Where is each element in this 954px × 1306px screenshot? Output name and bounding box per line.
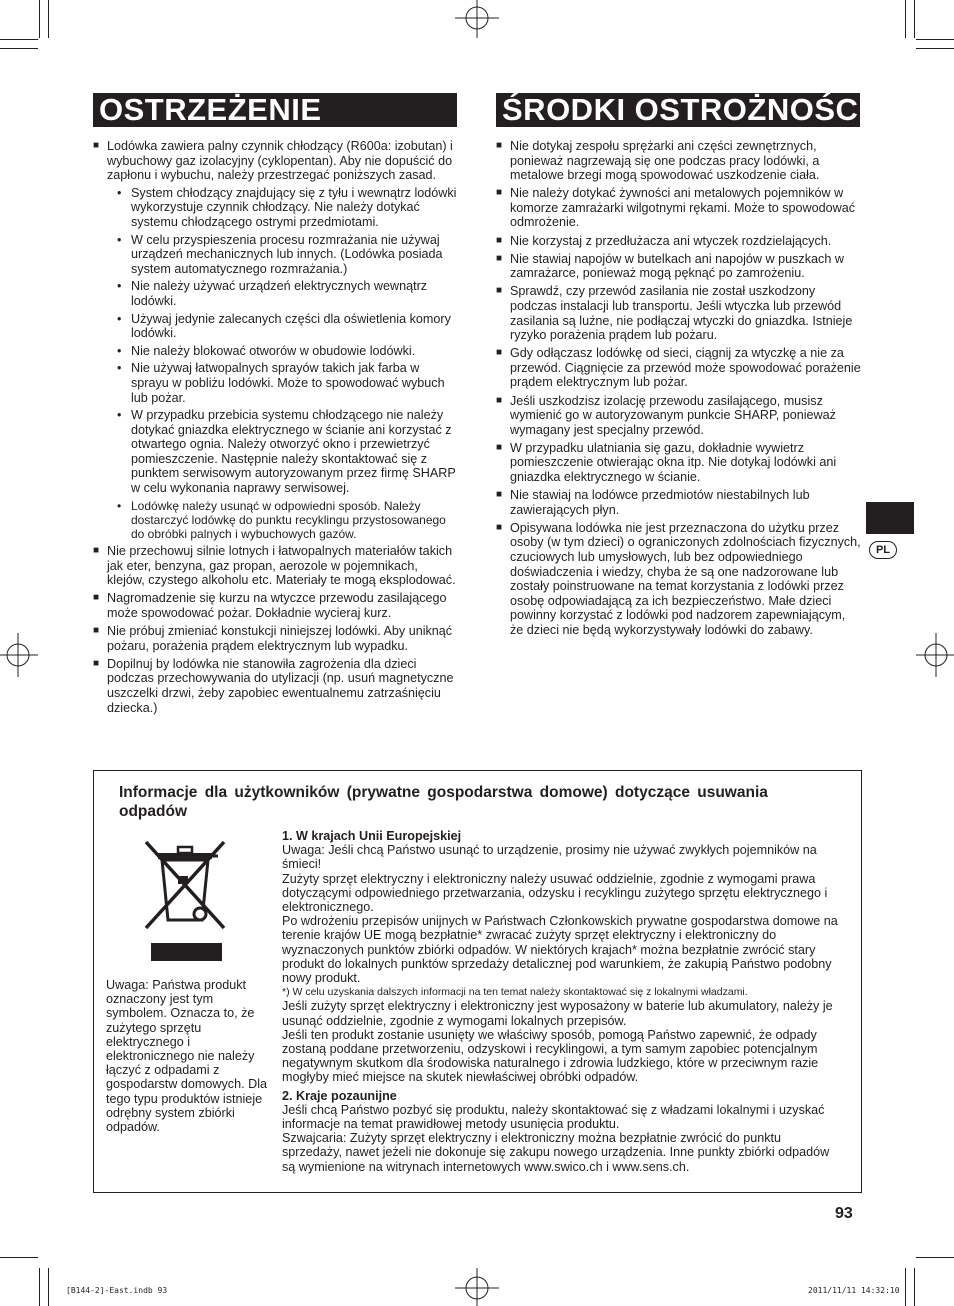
square-bullet-icon: ■ bbox=[496, 285, 503, 297]
precaution-item bbox=[496, 252, 862, 281]
warning-item-text: Lodówka zawiera palny czynnik chłodzący (R600a: izobutan) i wybuchowy gaz izolacyjny (cyklopentan). Aby nie dopuścić do zapłonu i wybuchu, należy przestrzegać poniższych zasad. bbox=[107, 139, 453, 183]
precaution-item-text: Opisywana lodówka nie jest przeznaczona do użytku przez osoby (w tym dzieci) o ograniczonych zdolnościach fizycznych, czuciowych lub umysłowych, lub bez odpowiedniego doświadczenia i wiedzy, chyba że są one nadzorowane lub zostały poinstruowane na temat korzystania z lodówki przez osobę odpowiadającą za ich bezpieczeństwo. Małe dzieci powinny korzystać z lodówki pod nadzorem zapewniającym, że dzieci nie będą wykorzystywały lodówki do zabawy. bbox=[510, 520, 861, 637]
precautions-list bbox=[496, 139, 862, 641]
square-bullet-icon: ■ bbox=[496, 489, 503, 501]
language-tab bbox=[866, 502, 914, 534]
warning-item bbox=[93, 591, 459, 620]
square-bullet-icon: ■ bbox=[496, 441, 503, 453]
dot-bullet-icon: • bbox=[117, 343, 122, 358]
precaution-item-text: Nie stawiaj na lodówce przedmiotów niestabilnych lub zawierających płyn. bbox=[510, 488, 810, 517]
dot-bullet-icon: • bbox=[117, 279, 122, 294]
warning-item-text: Nagromadzenie się kurzu na wtyczce przewodu zasilającego może spowodować pożar. Dokładnie wycieraj kurz. bbox=[107, 591, 447, 621]
precaution-item bbox=[496, 284, 862, 342]
square-bullet-icon: ■ bbox=[496, 140, 503, 151]
warning-subitem-text: Nie używaj łatwopalnych sprayów takich jak farba w sprayu w pobliżu lodówki. Może to spowodować wybuch lub pożar. bbox=[131, 361, 445, 405]
warning-subitem bbox=[107, 279, 459, 308]
dot-bullet-icon: • bbox=[117, 408, 122, 423]
warning-item-text: Dopilnuj by lodówka nie stanowiła zagrożenia dla dzieci podczas przechowywania do utylizacji (np. usuń magnetyczne uszczelki drzwi, żeby zapobiec ewentualnemu zatrzaśnięciu dziecka.) bbox=[107, 656, 454, 715]
warning-list bbox=[93, 139, 459, 719]
warning-item bbox=[93, 544, 459, 588]
print-footer-file: [B144-2]-East.indb 93 bbox=[66, 1286, 168, 1295]
dot-bullet-icon: • bbox=[117, 361, 122, 376]
crossed-out-wheelie-bin-icon bbox=[140, 838, 230, 966]
square-bullet-icon: ■ bbox=[496, 347, 503, 359]
warning-item bbox=[93, 624, 459, 653]
print-footer-timestamp: 2011/11/11 14:32:10 bbox=[808, 1286, 900, 1295]
precaution-item-text: Sprawdź, czy przewód zasilania nie został uszkodzony podczas instalacji lub transportu. Jeśli wtyczka lub przewód zasilania są luźne, nie podłączaj wtyczki do gniazdka. Istnieje ryzyko porażenia prądem lub pożaru. bbox=[510, 284, 853, 343]
disposal-symbol-note: Uwaga: Państwa produkt oznaczony jest tym symbolem. Oznacza to, że zużytego sprzętu elektrycznego i elektronicznego nie należy łączyć z odpadami z gospodarstw domowych. Dla tego typu produktów istnieje odrębny system zbiórki odpadów. bbox=[106, 978, 267, 1135]
square-bullet-icon: ■ bbox=[496, 234, 503, 246]
dot-bullet-icon: • bbox=[117, 185, 122, 200]
non-eu-paragraph: Jeśli chcą Państwo pozbyć się produktu, należy skontaktować się z władzami lokalnymi i uzyskać informacje na temat prawidłowej metody usunięcia produktu. bbox=[282, 1102, 825, 1132]
eu-paragraph: Jeśli ten produkt zostanie usunięty we właściwy sposób, pomogą Państwo zapewnić, że odpady zostaną poddane przetworzeniu, odzyskowi i recyklingowi, a tym samym zapobiec potencjalnym negatywnym skutkom dla środowiska naturalnego i zdrowia ludzkiego, które w przeciwnym razie mogłyby mieć miejsce na skutek niewłaściwej obróbki odpadów. bbox=[282, 1027, 819, 1085]
precaution-item bbox=[496, 186, 862, 230]
precaution-item-text: W przypadku ulatniania się gazu, dokładnie wywietrz pomieszczenie otwierając okna itp. Nie dotykaj lodówki ani gniazdka elektrycznego w ścianie. bbox=[510, 440, 837, 484]
precaution-item bbox=[496, 234, 862, 249]
square-bullet-icon: ■ bbox=[496, 187, 503, 199]
eu-paragraph: Uwaga: Jeśli chcą Państwo usunąć to urządzenie, prosimy nie używać zwykłych pojemników na śmieci! bbox=[282, 843, 817, 872]
precaution-item bbox=[496, 521, 862, 638]
eu-paragraph: Zużyty sprzęt elektryczny i elektroniczny należy usuwać oddzielnie, zgodnie z wymogami prawa dotyczącymi odpowiedniego przetwarzania, odzysku i recyklingu zużytego sprzętu elektrycznego i elektronicznego. bbox=[282, 871, 828, 915]
language-badge: PL bbox=[869, 541, 897, 559]
precaution-item bbox=[496, 346, 862, 390]
square-bullet-icon: ■ bbox=[93, 545, 100, 557]
warning-subitem bbox=[107, 312, 459, 341]
warning-item bbox=[93, 139, 459, 541]
square-bullet-icon: ■ bbox=[496, 252, 503, 264]
warning-subitem-text: System chłodzący znajdujący się z tyłu i wewnątrz lodówki wykorzystuje czynnik chłodzący. Nie należy dotykać systemu chłodzącego ostrymi przedmiotami. bbox=[131, 185, 457, 229]
warning-subitem-text: Nie należy używać urządzeń elektrycznych wewnątrz lodówki. bbox=[131, 279, 428, 308]
square-bullet-icon: ■ bbox=[93, 625, 100, 637]
warning-subitem-text: Używaj jedynie zalecanych części dla oświetlenia komory lodówki. bbox=[131, 311, 451, 341]
precaution-item-text: Nie dotykaj zespołu sprężarki ani części zewnętrznych, ponieważ nagrzewają się one podczas pracy lodówki, a metalowe brzegi mogą spowodować uszkodzenie ciała. bbox=[510, 139, 820, 183]
warning-item-text: Nie próbuj zmieniać konstukcji niniejszej lodówki. Aby uniknąć pożaru, porażenia prądem elektrycznym lub wypadku. bbox=[107, 624, 453, 653]
precaution-item-text: Nie stawiaj napojów w butelkach ani napojów w puszkach w zamrażarce, ponieważ mogą pęknąć po zamrożeniu. bbox=[510, 251, 844, 281]
warning-subitem-text: W przypadku przebicia systemu chłodzącego nie należy dotykać gniazdka elektrycznego w ścianie ani korzystać z otwartego ognia. Należy otworzyć okno i przewietrzyć pomieszczenie. Następnie należy skontaktować się z punktem serwisowym autoryzowanym przez firmę SHARP w celu wykonania naprawy serwisowej. bbox=[131, 408, 456, 496]
warning-heading: OSTRZEŻENIE bbox=[93, 93, 457, 127]
disposal-box-title: Informacje dla użytkowników (prywatne gospodarstwa domowe) dotyczące usuwania odpadów bbox=[119, 784, 768, 820]
precaution-item-text: Nie korzystaj z przedłużacza ani wtyczek rozdzielających. bbox=[510, 233, 832, 248]
warning-subitem-text: W celu przyspieszenia procesu rozmrażania nie używaj urządzeń mechanicznych lub innych. (Lodówka posiada system automatycznego rozmrażania.) bbox=[131, 232, 443, 276]
precaution-item bbox=[496, 488, 862, 517]
registration-mark-left bbox=[0, 630, 40, 680]
disposal-details bbox=[282, 829, 842, 1174]
precaution-item bbox=[496, 394, 862, 438]
warning-item-text: Nie przechowuj silnie lotnych i łatwopalnych materiałów takich jak eter, benzyna, gaz propan, aerozole w pojemnikach, klejów, czystego alkoholu etc. Materiały te mogą eksplodować. bbox=[107, 544, 456, 588]
precaution-item-text: Gdy odłączasz lodówkę od sieci, ciągnij za wtyczkę a nie za przewód. Ciągnięcie za przewód może spowodować porażenie prądem elektrycznym lub pożar. bbox=[510, 346, 861, 390]
registration-mark-bottom bbox=[452, 1266, 502, 1306]
registration-mark-top bbox=[452, 0, 502, 40]
precaution-item bbox=[496, 139, 862, 183]
dot-bullet-icon: • bbox=[117, 311, 122, 326]
square-bullet-icon: ■ bbox=[496, 394, 503, 406]
eu-footnote: *) W celu uzyskania dalszych informacji na ten temat należy skontaktować się z lokalnymi władzami. bbox=[282, 986, 748, 999]
non-eu-section-heading: 2. Kraje pozaunijne bbox=[282, 1088, 397, 1103]
eu-paragraph: Po wdrożeniu przepisów unijnych w Państwach Członkowskich prywatne gospodarstwa domowe na terenie krajów UE mogą bezpłatnie* zwracać zużyty sprzęt elektryczny i elektroniczny do wyznaczonych punktów zbiórki odpadów. W niektórych krajach* można bezpłatnie zwrócić stary produkt do lokalnych punktów sprzedaży detalicznej pod warunkiem, że zakupią Państwo podobny nowy produkt. bbox=[282, 914, 838, 986]
eu-section-heading: 1. W krajach Unii Europejskiej bbox=[282, 829, 462, 843]
eu-paragraph: Jeśli zużyty sprzęt elektryczny i elektroniczny jest wyposażony w baterie lub akumulatory, należy je usunąć oddzielnie, zgodnie z wymogami lokalnych przepisów. bbox=[282, 999, 833, 1028]
precaution-item-text: Jeśli uszkodzisz izolację przewodu zasilającego, musisz wymienić go w autoryzowanym punkcie SHARP, ponieważ wymagany jest specjalny przewód. bbox=[510, 393, 836, 437]
dot-bullet-icon: • bbox=[117, 498, 122, 513]
warning-subitem bbox=[107, 408, 459, 496]
precaution-item-text: Nie należy dotykać żywności ani metalowych pojemników w komorze zamrażarki wilgotnymi rękami. Może to spowodować odmrożenie. bbox=[510, 186, 856, 230]
warning-subitem bbox=[107, 186, 459, 230]
non-eu-paragraph: Szwajcaria: Zużyty sprzęt elektryczny i elektroniczny można bezpłatnie zwrócić do punktu sprzedaży, nawet jeżeli nie dokonuje się zakupu nowego urządzenia. Inne punkty zbiórki odpadów są wymienione na witrynach internetowych www.swico.ch i www.sens.ch. bbox=[282, 1131, 830, 1174]
warning-subitem-text: Lodówkę należy usunąć w odpowiedni sposób. Należy dostarczyć lodówkę do punktu recyklingu przystosowanego do obróbki palnych i wybuchowych gazów. bbox=[131, 498, 446, 541]
warning-item bbox=[93, 657, 459, 715]
registration-mark-right bbox=[914, 630, 954, 680]
warning-subitem bbox=[107, 344, 459, 359]
square-bullet-icon: ■ bbox=[93, 140, 100, 151]
square-bullet-icon: ■ bbox=[93, 592, 100, 604]
square-bullet-icon: ■ bbox=[93, 657, 100, 669]
warning-subitem bbox=[107, 499, 459, 541]
warning-subitem-text: Nie należy blokować otworów w obudowie lodówki. bbox=[131, 343, 416, 358]
square-bullet-icon: ■ bbox=[496, 521, 503, 533]
warning-subitem bbox=[107, 233, 459, 277]
precaution-item bbox=[496, 441, 862, 485]
dot-bullet-icon: • bbox=[117, 232, 122, 247]
precautions-heading: ŚRODKI OSTROŻNOŚCI bbox=[496, 93, 860, 127]
page-number: 93 bbox=[835, 1205, 853, 1222]
warning-subitem bbox=[107, 361, 459, 405]
